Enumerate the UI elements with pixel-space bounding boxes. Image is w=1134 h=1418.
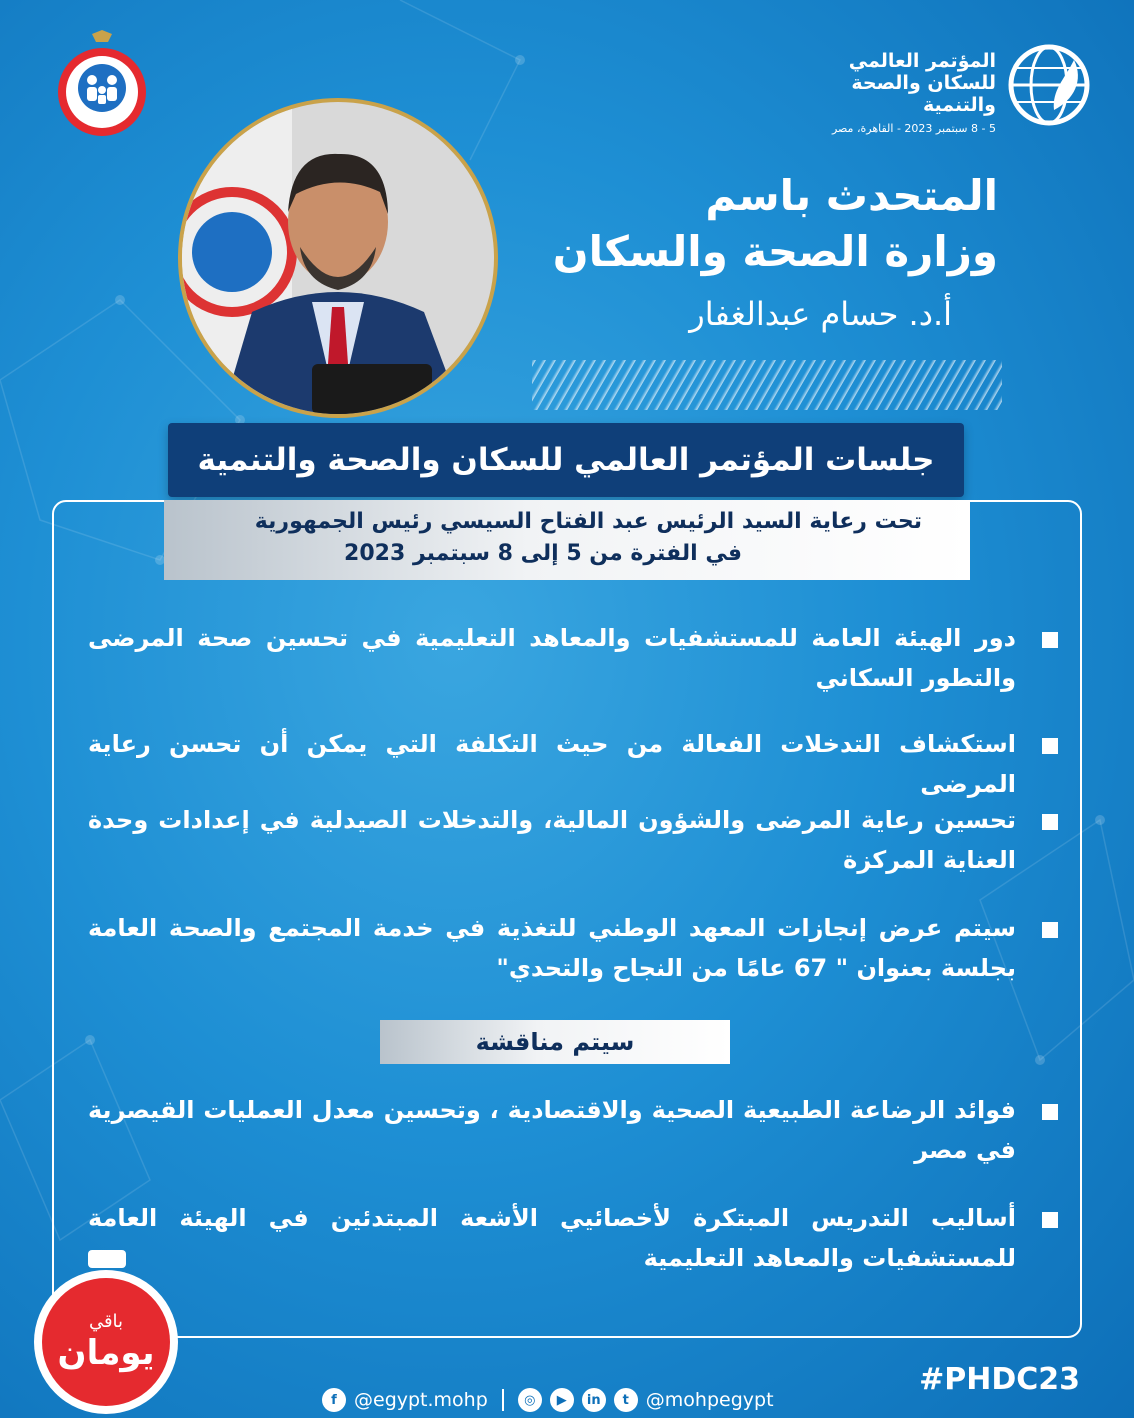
speaker-photo: [182, 102, 494, 414]
topic-text: تحسين رعاية المرضى والشؤون المالية، والتدخلات الصيدلية في إعدادات وحدة العناية المركزة: [88, 806, 1016, 874]
conference-title: [832, 50, 996, 140]
facebook-icon[interactable]: f: [322, 1388, 346, 1412]
conference-logo: [774, 40, 1094, 140]
topic-item: [88, 908, 1058, 988]
patronage-line1: تحت رعاية السيد الرئيس عبد الفتاح السيسي رئيس الجمهورية: [254, 509, 922, 534]
discussion-title: سيتم مناقشة: [475, 1028, 635, 1056]
speaker-title-line2: وزارة الصحة والسكان: [552, 227, 998, 276]
topic-text: دور الهيئة العامة للمستشفيات والمعاهد التعليمية في تحسين صحة المرضى والتطور السكاني: [88, 624, 1016, 692]
topic-item: [88, 800, 1058, 880]
speaker-title-line1: المتحدث باسم: [705, 171, 998, 220]
countdown-face: [42, 1278, 170, 1406]
countdown-badge: [32, 1248, 182, 1418]
sessions-title-banner: [168, 423, 964, 497]
linkedin-icon[interactable]: in: [582, 1388, 606, 1412]
hashtag: #PHDC23: [919, 1362, 1080, 1397]
discussion-banner: [380, 1020, 730, 1064]
bullet-icon: [1042, 1104, 1058, 1120]
conference-title-line1: المؤتمر العالمي: [848, 50, 996, 72]
topic-item: [88, 618, 1058, 698]
facebook-handle[interactable]: @egypt.mohp: [354, 1389, 488, 1411]
stopwatch-knob-icon: [88, 1250, 126, 1268]
bullet-icon: [1042, 1212, 1058, 1228]
social-handle[interactable]: @mohpegypt: [645, 1389, 774, 1411]
ministry-emblem-icon: [52, 30, 152, 140]
bullet-icon: [1042, 814, 1058, 830]
twitter-icon[interactable]: t: [614, 1388, 638, 1412]
speaker-name: أ.د. حسام عبدالغفار: [689, 295, 952, 333]
bullet-icon: [1042, 632, 1058, 648]
conference-date: 5 - 8 سبتمبر 2023 - القاهرة، مصر: [831, 122, 996, 135]
conference-title-line2: للسكان والصحة: [851, 72, 996, 94]
speaker-title: [553, 168, 998, 280]
sessions-title: جلسات المؤتمر العالمي للسكان والصحة والتنمية: [197, 442, 935, 478]
countdown-value: يومان: [57, 1333, 155, 1373]
bullet-icon: [1042, 738, 1058, 754]
bullet-icon: [1042, 922, 1058, 938]
patronage-banner: [164, 500, 970, 580]
divider: [502, 1389, 504, 1411]
youtube-icon[interactable]: ▶: [550, 1388, 574, 1412]
topic-item: [88, 724, 1058, 804]
decorative-stripes: [532, 360, 1002, 410]
topic-text: سيتم عرض إنجازات المعهد الوطني للتغذية في خدمة المجتمع والصحة العامة بجلسة بعنوان " 67 عامًا من النجاح والتحدي": [88, 914, 1016, 982]
discussion-item: [88, 1090, 1058, 1170]
globe-icon: [1004, 40, 1094, 130]
patronage-line2: في الفترة من 5 إلى 8 سبتمبر 2023: [344, 541, 742, 566]
discussion-text: أساليب التدريس المبتكرة لأخصائيي الأشعة المبتدئين في الهيئة العامة للمستشفيات والمعاهد التعليمية: [88, 1204, 1016, 1272]
speaker-portrait: [178, 98, 498, 418]
countdown-label: باقي: [88, 1311, 124, 1332]
instagram-icon[interactable]: ◎: [518, 1388, 542, 1412]
social-bar: [322, 1384, 774, 1416]
discussion-text: فوائد الرضاعة الطبيعية الصحية والاقتصادية ، وتحسين معدل العمليات القيصرية في مصر: [88, 1096, 1016, 1164]
topic-text: استكشاف التدخلات الفعالة من حيث التكلفة التي يمكن أن تحسن رعاية المرضى: [88, 730, 1016, 798]
conference-title-line3: والتنمية: [923, 94, 996, 116]
discussion-item: [88, 1198, 1058, 1278]
ministry-logo: [52, 30, 152, 140]
